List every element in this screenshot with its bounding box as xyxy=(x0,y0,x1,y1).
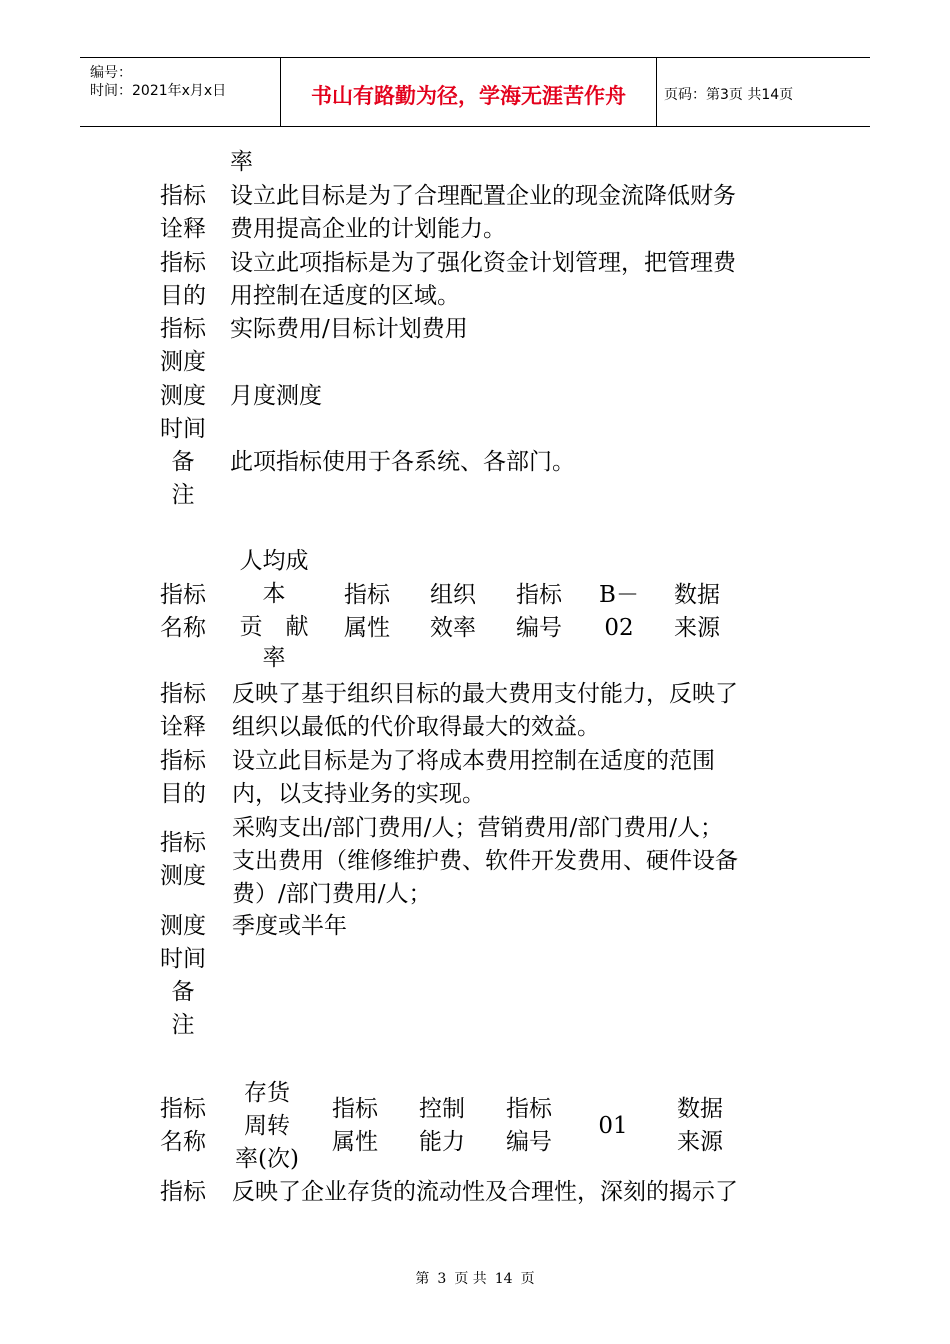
label-line: 测度 xyxy=(160,383,206,409)
sec3-source-label xyxy=(667,1093,733,1159)
sec2-note-label xyxy=(158,976,208,1042)
text-line: 设立此项指标是为了强化资金计划管理，把管理费 xyxy=(230,250,736,276)
label-line: 来源 xyxy=(674,615,720,641)
header-motto: 书山有路勤为径，学海无涯苦作舟 xyxy=(311,84,626,108)
sec1-measure-text: 实际费用/目标计划费用 xyxy=(230,316,468,342)
label-line: 指标 xyxy=(160,316,206,342)
document-time-label: 时间：2021年x月x日 xyxy=(90,83,227,99)
label-line: 诠释 xyxy=(160,216,206,242)
value-line: 本 xyxy=(262,581,286,607)
sec1-measure-label xyxy=(158,313,208,379)
label-line: 指标 xyxy=(160,748,206,774)
label-line: 注 xyxy=(171,482,195,508)
value-line: 02 xyxy=(604,615,634,641)
label-line: 数据 xyxy=(674,582,720,608)
label-line: 测度 xyxy=(160,863,206,889)
label-line: 备 xyxy=(171,979,195,1005)
label-line: 测度 xyxy=(160,349,206,375)
footer-prefix: 第 xyxy=(415,1271,430,1287)
sec2-name-label xyxy=(158,579,208,645)
footer-total-pages: 14 xyxy=(494,1271,513,1287)
footer-suffix: 页 xyxy=(520,1271,535,1287)
label-line: 注 xyxy=(171,1012,195,1038)
label-line: 属性 xyxy=(344,615,390,641)
value-line: B－ xyxy=(599,582,639,608)
sec1-interp-text xyxy=(230,180,736,246)
label-line: 测度 xyxy=(160,913,206,939)
label-line: 指标 xyxy=(160,1096,206,1122)
value-line: 存货 xyxy=(244,1080,290,1106)
label-line: 时间 xyxy=(160,946,206,972)
label-line: 指标 xyxy=(160,582,206,608)
sec2-name-value xyxy=(224,545,324,673)
sec2-code-label xyxy=(506,579,572,645)
label-line: 指标 xyxy=(344,582,390,608)
value-line: 率 xyxy=(262,645,286,671)
sec2-attr-value xyxy=(420,579,486,645)
text-line: 采购支出/部门费用/人；营销费用/部门费用/人； xyxy=(232,815,723,841)
text-line: 反映了基于组织目标的最大费用支付能力，反映了 xyxy=(232,681,738,707)
sec3-name-label xyxy=(158,1093,208,1159)
sec2-purpose-label xyxy=(158,745,208,811)
sec1-purpose-label xyxy=(158,247,208,313)
sec1-time-label xyxy=(158,380,208,446)
label-line: 指标 xyxy=(160,681,206,707)
value-line: 率(次) xyxy=(235,1146,299,1172)
sec3-interp-text: 反映了企业存货的流动性及合理性，深刻的揭示了 xyxy=(232,1179,738,1205)
label-line: 指标 xyxy=(506,1096,552,1122)
label-line: 编号 xyxy=(516,615,562,641)
text-line: 支出费用（维修维护费、软件开发费用、硬件设备 xyxy=(232,848,738,874)
sec2-interp-text xyxy=(232,678,738,744)
header-page-info: 页码：第3页 共14页 xyxy=(664,87,794,103)
sec2-code-value xyxy=(586,579,652,645)
sec1-time-text: 月度测度 xyxy=(230,383,322,409)
sec2-time-label xyxy=(158,910,208,976)
sec1-purpose-text xyxy=(230,247,736,313)
value-line: 能力 xyxy=(419,1129,465,1155)
text-line: 设立此目标是为了合理配置企业的现金流降低财务 xyxy=(230,183,736,209)
sec2-time-text: 季度或半年 xyxy=(232,913,347,939)
footer-page-number: 3 xyxy=(437,1271,447,1287)
label-line: 指标 xyxy=(516,582,562,608)
label-line: 目的 xyxy=(160,283,206,309)
label-line: 目的 xyxy=(160,781,206,807)
sec3-code-value: 01 xyxy=(598,1113,628,1139)
sec2-purpose-text xyxy=(232,745,715,811)
label-line: 名称 xyxy=(160,1129,206,1155)
label-line: 备 xyxy=(171,449,195,475)
label-line: 指标 xyxy=(160,250,206,276)
label-line: 诠释 xyxy=(160,714,206,740)
label-line: 属性 xyxy=(332,1129,378,1155)
text-line: 费）/部门费用/人； xyxy=(232,881,432,907)
label-line: 名称 xyxy=(160,615,206,641)
sec3-name-value xyxy=(226,1077,308,1176)
sec3-code-label xyxy=(496,1093,562,1159)
label-line: 指标 xyxy=(332,1096,378,1122)
value-line: 人均成 xyxy=(239,548,309,574)
sec3-attr-value xyxy=(409,1093,475,1159)
header-motto-cell xyxy=(280,58,657,126)
label-line: 数据 xyxy=(677,1096,723,1122)
text-line: 设立此目标是为了将成本费用控制在适度的范围 xyxy=(232,748,715,774)
label-line: 指标 xyxy=(160,183,206,209)
text-line: 组织以最低的代价取得最大的效益。 xyxy=(232,714,600,740)
sec1-note-text: 此项指标使用于各系统、各部门。 xyxy=(230,449,575,475)
sec2-measure-text xyxy=(232,812,738,911)
value-line: 贡 献 xyxy=(239,614,309,640)
value-line: 组织 xyxy=(430,582,476,608)
header-page-cell xyxy=(656,58,870,126)
label-line: 编号 xyxy=(506,1129,552,1155)
label-line: 指标 xyxy=(160,830,206,856)
footer-mid: 页 共 xyxy=(454,1271,487,1287)
sec3-attr-label xyxy=(322,1093,388,1159)
page-footer xyxy=(0,1268,950,1288)
sec2-interp-label xyxy=(158,678,208,744)
label-line: 来源 xyxy=(677,1129,723,1155)
header-meta-cell xyxy=(80,58,280,126)
sec2-attr-label xyxy=(334,579,400,645)
sec1-name-tail: 率 xyxy=(230,149,253,175)
value-line: 周转 xyxy=(244,1113,290,1139)
label-line: 时间 xyxy=(160,416,206,442)
text-line: 费用提高企业的计划能力。 xyxy=(230,216,506,242)
text-line: 用控制在适度的区域。 xyxy=(230,283,460,309)
sec1-note-label xyxy=(158,446,208,512)
sec2-measure-label xyxy=(158,827,208,893)
page-header xyxy=(80,57,870,127)
value-line: 控制 xyxy=(419,1096,465,1122)
value-line: 效率 xyxy=(430,615,476,641)
sec1-interp-label xyxy=(158,180,208,246)
text-line: 内，以支持业务的实现。 xyxy=(232,781,485,807)
sec2-source-label xyxy=(664,579,730,645)
sec3-interp-label: 指标 xyxy=(160,1179,206,1205)
document-number-label: 编号： xyxy=(90,65,132,81)
